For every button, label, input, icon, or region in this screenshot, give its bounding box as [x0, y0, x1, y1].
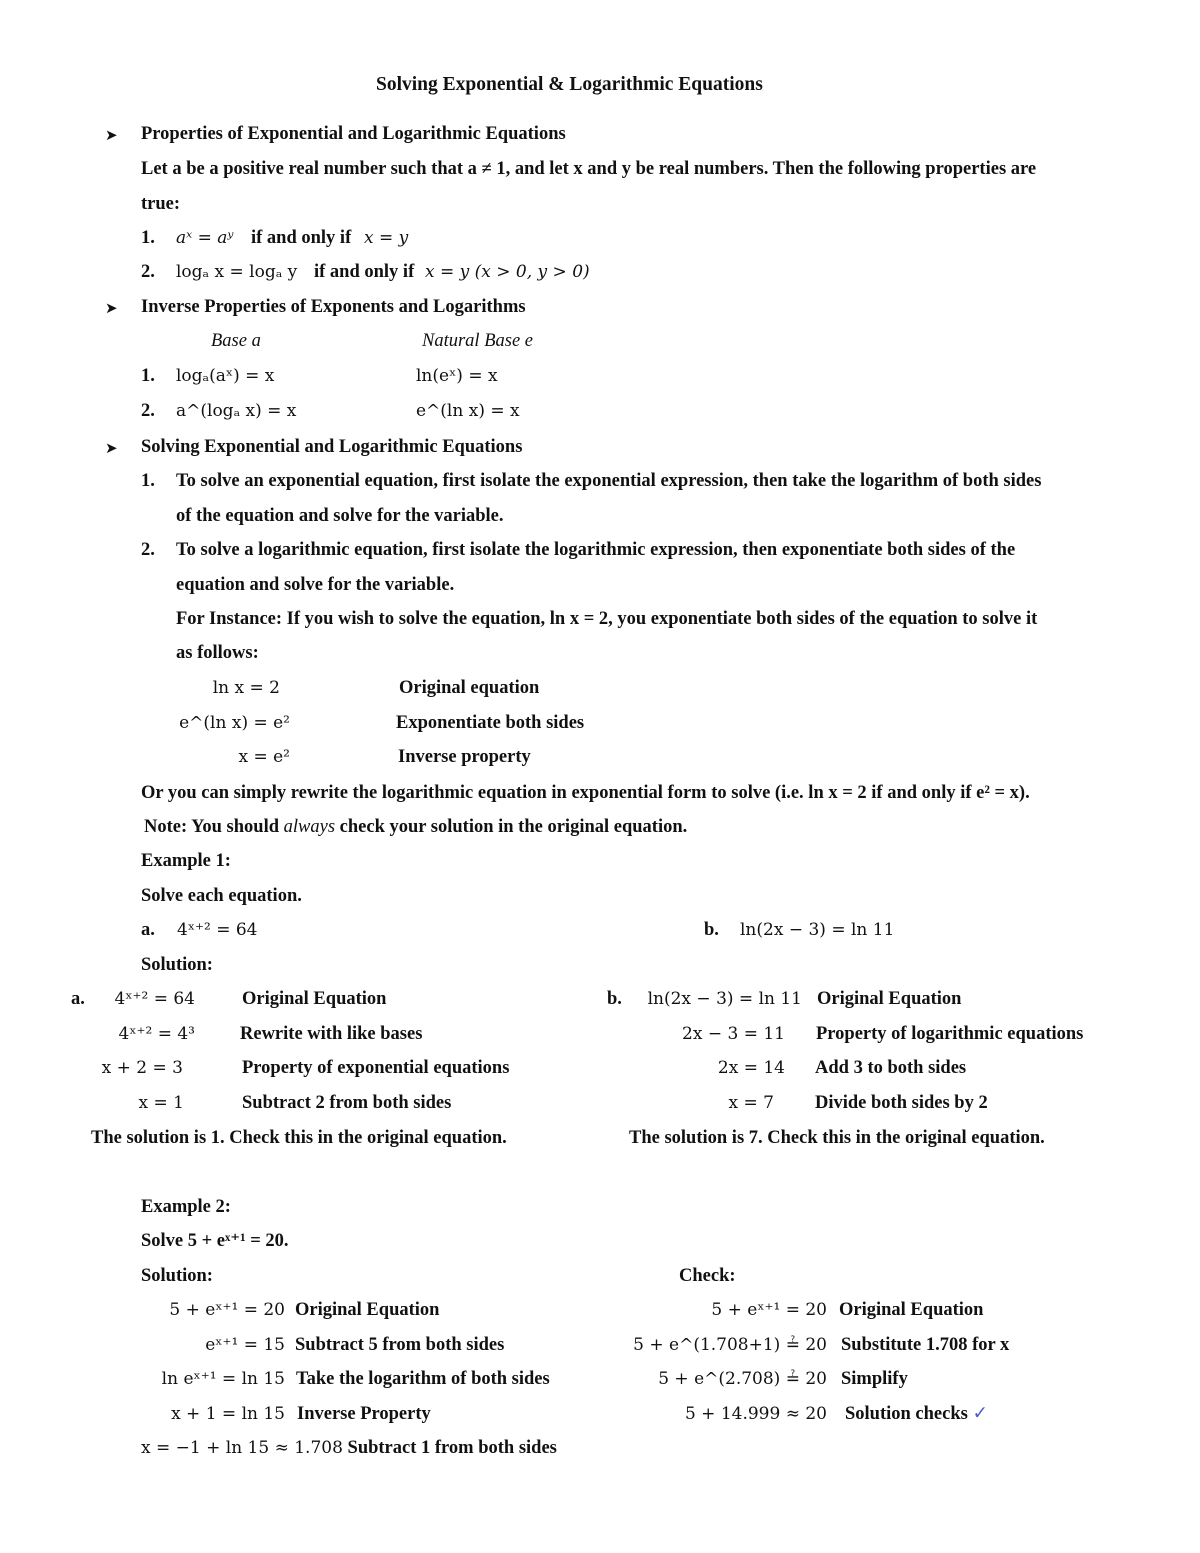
solution-a-label: a. — [71, 989, 85, 1009]
example-2-step-5-description: Subtract 1 from both sides — [347, 1438, 557, 1458]
example-2-step-4-description: Inverse Property — [297, 1404, 431, 1424]
instance-step-3-description: Inverse property — [398, 747, 531, 767]
check-note-emphasis: always — [283, 817, 336, 837]
example-2-solution-label: Solution: — [141, 1266, 213, 1286]
instance-line-1: For Instance: If you wish to solve the equation, ln x = 2, you exponentiate both sides of the equation to solve it — [176, 609, 1038, 629]
solving-item-1-line-1: To solve an exponential equation, first isolate the exponential expression, then take the logarithm of both sides — [176, 471, 1042, 491]
solution-a-step-4-equation: x = 1 — [138, 1093, 184, 1113]
solving-item-2-line-2: equation and solve for the variable. — [176, 575, 455, 595]
check-step-2-description: Substitute 1.708 for x — [841, 1335, 1010, 1355]
example-2-step-4-equation: x + 1 = ln 15 — [171, 1404, 285, 1424]
property-1-condition: x = y — [364, 228, 409, 248]
section-heading-properties: Properties of Exponential and Logarithmic Equations — [141, 124, 566, 144]
check-note — [144, 815, 687, 839]
solution-b-step-1-description: Original Equation — [817, 989, 962, 1009]
property-2-math: logₐ x = logₐ y — [176, 262, 298, 282]
example-2-prompt: Solve 5 + eˣ⁺¹ = 20. — [141, 1231, 289, 1251]
example-1-prompt: Solve each equation. — [141, 886, 302, 906]
solution-a-step-1-description: Original Equation — [242, 989, 387, 1009]
check-step-4-text: Solution checks — [845, 1404, 968, 1424]
instance-line-2: as follows: — [176, 643, 259, 663]
example-2-step-2-description: Subtract 5 from both sides — [295, 1335, 505, 1355]
checkmark-icon: ✓ — [972, 1403, 988, 1424]
instance-step-1-description: Original equation — [399, 678, 540, 698]
solution-b-step-2-equation: 2x − 3 = 11 — [682, 1024, 785, 1044]
check-note-suffix: check your solution in the original equation. — [335, 817, 688, 837]
check-step-1-description: Original Equation — [839, 1300, 984, 1320]
example-1-solution-label: Solution: — [141, 955, 213, 975]
instance-step-2-description: Exponentiate both sides — [396, 713, 585, 733]
solution-a-step-4-description: Subtract 2 from both sides — [242, 1093, 452, 1113]
check-step-4-description — [845, 1402, 988, 1426]
check-step-1-equation: 5 + eˣ⁺¹ = 20 — [711, 1300, 827, 1320]
page-title: Solving Exponential & Logarithmic Equations — [376, 74, 763, 95]
example-2-check-label: Check: — [679, 1266, 736, 1286]
solution-b-step-4-equation: x = 7 — [728, 1093, 774, 1113]
solving-item-2-number: 2. — [141, 540, 155, 560]
solution-a-step-2-description: Rewrite with like bases — [240, 1024, 423, 1044]
solving-item-1-number: 1. — [141, 471, 155, 491]
solution-b-step-3-description: Add 3 to both sides — [815, 1058, 967, 1078]
instance-step-1-equation: ln x = 2 — [212, 678, 280, 698]
example-2-step-1-equation: 5 + eˣ⁺¹ = 20 — [169, 1300, 285, 1320]
example-1-b-label: b. — [704, 920, 719, 940]
solution-b-conclusion: The solution is 7. Check this in the original equation. — [629, 1128, 1045, 1148]
bullet-arrow-icon: ➤ — [105, 126, 118, 144]
solution-b-step-2-description: Property of logarithmic equations — [816, 1024, 1084, 1044]
example-2-step-2-equation: eˣ⁺¹ = 15 — [205, 1335, 285, 1355]
solution-a-step-3-description: Property of exponential equations — [242, 1058, 510, 1078]
solution-b-step-3-equation: 2x = 14 — [717, 1058, 785, 1078]
example-2-step-5-equation: x = −1 + ln 15 ≈ 1.708 — [141, 1438, 343, 1458]
bullet-arrow-icon: ➤ — [105, 439, 118, 457]
example-1-a-equation: 4ˣ⁺² = 64 — [177, 920, 258, 940]
example-1-a-label: a. — [141, 920, 155, 940]
property-1-math: aˣ = aʸ — [176, 228, 234, 248]
property-2-condition: x = y (x > 0, y > 0) — [425, 262, 590, 282]
solution-b-label: b. — [607, 989, 622, 1009]
example-2-heading: Example 2: — [141, 1197, 231, 1217]
bullet-arrow-icon: ➤ — [105, 299, 118, 317]
check-step-2-equation: 5 + e^(1.708+1) ≟ 20 — [633, 1335, 827, 1355]
property-2-text: if and only if — [314, 262, 415, 282]
rewrite-note: Or you can simply rewrite the logarithmic equation in exponential form to solve (i.e. ln x = 2 if and only if e² = x). — [141, 783, 1030, 803]
check-step-4-equation: 5 + 14.999 ≈ 20 — [684, 1404, 827, 1424]
inverse-row-2-base-e: e^(ln x) = x — [416, 401, 520, 421]
check-note-prefix: Note: You should — [144, 817, 284, 837]
example-2-step-3-equation: ln eˣ⁺¹ = ln 15 — [161, 1369, 285, 1389]
solution-a-conclusion: The solution is 1. Check this in the original equation. — [91, 1128, 507, 1148]
inverse-row-2-number: 2. — [141, 401, 155, 421]
solving-item-1-line-2: of the equation and solve for the variable. — [176, 506, 504, 526]
solving-item-2-line-1: To solve a logarithmic equation, first isolate the logarithmic expression, then exponentiate both sides of the — [176, 540, 1016, 560]
example-2-step-5 — [141, 1436, 557, 1460]
solution-b-step-4-description: Divide both sides by 2 — [815, 1093, 988, 1113]
solution-a-step-2-equation: 4ˣ⁺² = 4³ — [118, 1024, 195, 1044]
instance-step-3-equation: x = e² — [238, 747, 290, 767]
inverse-row-1-number: 1. — [141, 366, 155, 386]
intro-line-1: Let a be a positive real number such that a ≠ 1, and let x and y be real numbers. Then the following properties are — [141, 159, 1037, 179]
property-1-text: if and only if — [251, 228, 352, 248]
check-step-3-equation: 5 + e^(2.708) ≟ 20 — [658, 1369, 827, 1389]
property-1-number: 1. — [141, 228, 155, 248]
column-header-natural-base-e: Natural Base e — [422, 331, 533, 351]
section-heading-solving: Solving Exponential and Logarithmic Equations — [141, 437, 523, 457]
example-1-b-equation: ln(2x − 3) = ln 11 — [740, 920, 895, 940]
solution-a-step-3-equation: x + 2 = 3 — [101, 1058, 183, 1078]
inverse-row-1-base-a: logₐ(aˣ) = x — [176, 366, 275, 386]
property-2-number: 2. — [141, 262, 155, 282]
instance-step-2-equation: e^(ln x) = e² — [179, 713, 290, 733]
example-2-step-3-description: Take the logarithm of both sides — [296, 1369, 550, 1389]
column-header-base-a: Base a — [211, 331, 261, 351]
section-heading-inverse: Inverse Properties of Exponents and Logarithms — [141, 297, 526, 317]
inverse-row-1-base-e: ln(eˣ) = x — [416, 366, 498, 386]
example-1-heading: Example 1: — [141, 851, 231, 871]
solution-a-step-1-equation: 4ˣ⁺² = 64 — [114, 989, 195, 1009]
intro-line-2: true: — [141, 194, 181, 214]
check-step-3-description: Simplify — [841, 1369, 908, 1389]
solution-b-step-1-equation: ln(2x − 3) = ln 11 — [647, 989, 802, 1009]
inverse-row-2-base-a: a^(logₐ x) = x — [176, 401, 297, 421]
example-2-step-1-description: Original Equation — [295, 1300, 440, 1320]
